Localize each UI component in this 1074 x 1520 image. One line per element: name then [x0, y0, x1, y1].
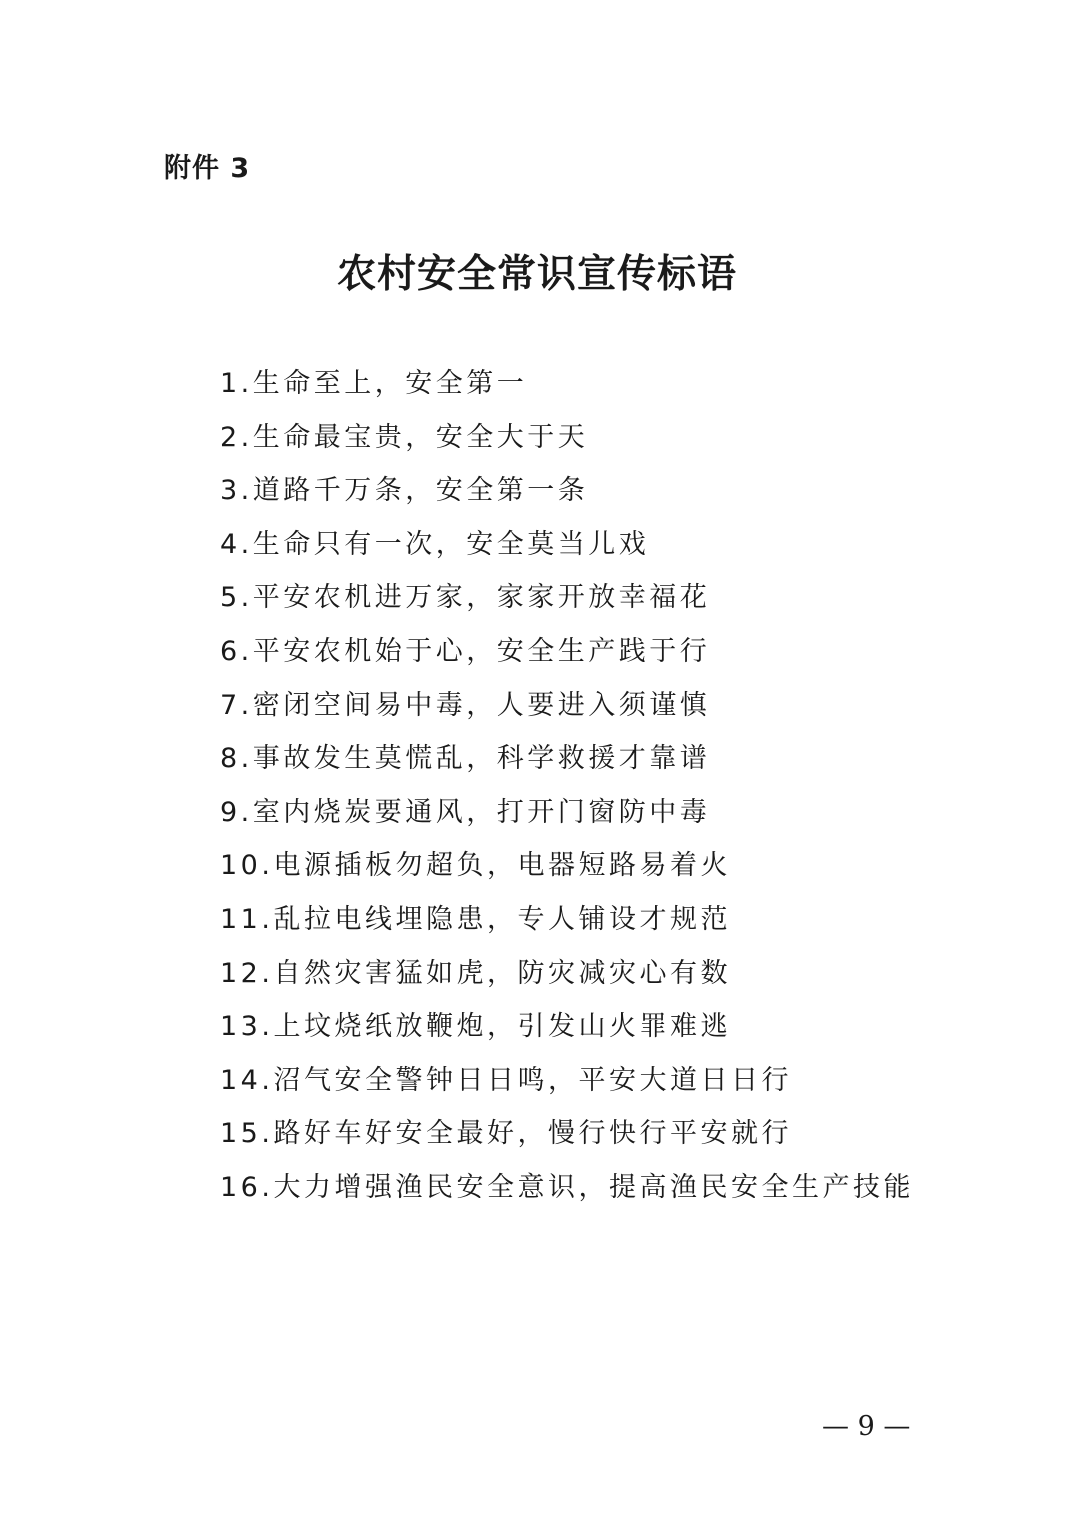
slogan-item: 13.上坟烧纸放鞭炮，引发山火罪难逃	[220, 1011, 731, 1043]
slogan-item: 7.密闭空间易中毒，人要进入须谨慎	[220, 689, 711, 721]
slogan-item: 5.平安农机进万家，家家开放幸福花	[220, 582, 711, 614]
slogan-item: 8.事故发生莫慌乱，科学救援才靠谱	[220, 743, 711, 775]
slogan-item: 6.平安农机始于心，安全生产践于行	[220, 635, 711, 667]
slogan-item: 16.大力增强渔民安全意识，提高渔民安全生产技能	[220, 1171, 914, 1203]
slogan-list	[220, 357, 914, 1215]
slogan-item: 14.沼气安全警钟日日鸣，平安大道日日行	[220, 1064, 792, 1096]
document-title: 农村安全常识宣传标语	[336, 251, 737, 297]
slogan-item: 12.自然灾害猛如虎，防灾减灾心有数	[220, 957, 731, 989]
slogan-item: 3.道路千万条，安全第一条	[220, 475, 589, 507]
slogan-item: 11.乱拉电线埋隐患，专人铺设才规范	[220, 903, 731, 935]
attachment-label: 附件 3	[164, 153, 251, 184]
slogan-item: 10.电源插板勿超负，电器短路易着火	[220, 850, 731, 882]
slogan-item: 1.生命至上，安全第一	[220, 368, 528, 399]
slogan-item: 4.生命只有一次，安全莫当儿戏	[220, 528, 650, 560]
slogan-item: 2.生命最宝贵，安全大于天	[220, 421, 589, 453]
page-number: — 9 —	[822, 1411, 911, 1442]
slogan-item: 9.室内烧炭要通风，打开门窗防中毒	[220, 796, 711, 828]
slogan-item: 15.路好车好安全最好，慢行快行平安就行	[220, 1118, 792, 1150]
